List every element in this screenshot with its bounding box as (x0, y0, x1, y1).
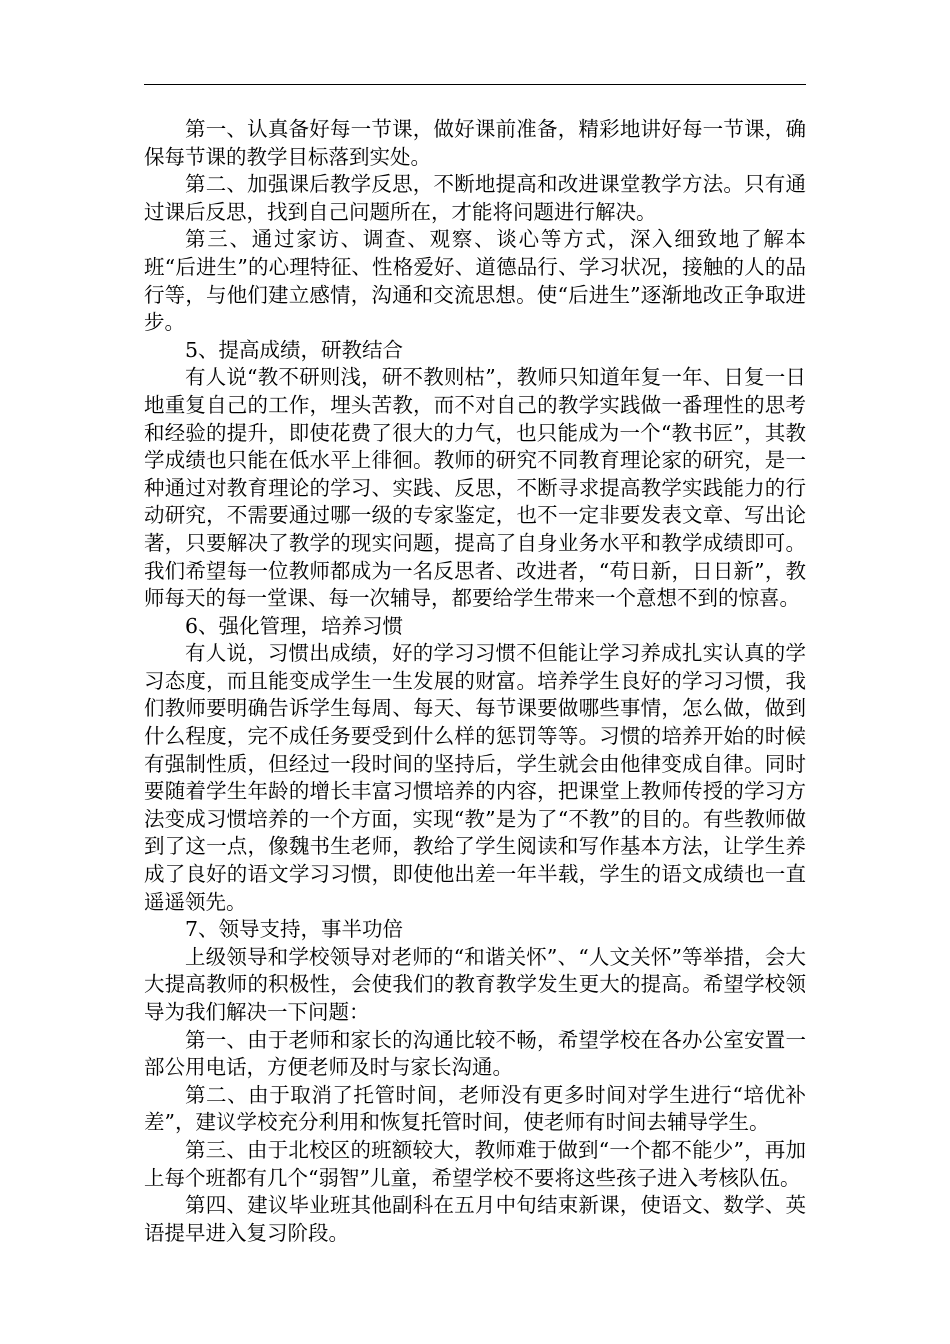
paragraph-research: 有人说“教不研则浅，研不教则枯”，教师只知道年复一年、日复一日地重复自己的工作，埋头苦教，而不对自己的教学实践做一番理性的思考和经验的提升，即使花费了很大的力气，也只能成为一个“教书匠”，其教学成绩也只能在低水平上徘徊。教师的研究不同教育理论家的研究，是一种通过对教育理论的学习、实践、反思，不断寻求提高教学实践能力的行动研究，不需要通过哪一级的专家鉴定，也不一定非要发表文章、写出论著，只要解决了教学的现实问题，提高了自身业务水平和教学成绩即可。我们希望每一位教师都成为一名反思者、改进者，“苟日新，日日新”，教师每天的每一堂课、每一次辅导，都要给学生带来一个意想不到的惊喜。 (144, 365, 806, 611)
section-heading-5: 5、提高成绩，研教结合 (185, 337, 404, 362)
paragraph-item-3: 第三、通过家访、调查、观察、谈心等方式，深入细致地了解本班“后进生”的心理特征、性格爱好、道德品行、学习状况，接触的人的品行等，与他们建立感情，沟通和交流思想。使“后进生”逐渐地改正争取进步。 (144, 227, 806, 335)
section-heading-7: 7、领导支持，事半功倍 (185, 917, 404, 942)
paragraph-item-2: 第二、加强课后教学反思，不断地提高和改进课堂教学方法。只有通过课后反思，找到自己问题所在，才能将问题进行解决。 (144, 172, 806, 224)
paragraph-leadership: 上级领导和学校领导对老师的“和谐关怀”、“人文关怀”等举措，会大大提高教师的积极性，会使我们的教育教学发生更大的提高。希望学校领导为我们解决一下问题： (144, 944, 806, 1024)
request-item-4: 第四、建议毕业班其他副科在五月中旬结束新课，使语文、数学、英语提早进入复习阶段。 (144, 1193, 806, 1245)
paragraph-item-1: 第一、认真备好每一节课，做好课前准备，精彩地讲好每一节课，确保每节课的教学目标落到实处。 (144, 117, 806, 169)
paragraph-habits: 有人说，习惯出成绩，好的学习习惯不但能让学习养成扎实认真的学习态度，而且能变成学生一生发展的财富。培养学生良好的学习习惯，我们教师要明确告诉学生每周、每天、每节课要做哪些事情，怎么做，做到什么程度，完不成任务要受到什么样的惩罚等等。习惯的培养开始的时候有强制性质，但经过一段时间的坚持后，学生就会由他律变成自律。同时要随着学生年龄的增长丰富习惯培养的内容，把课堂上教师传授的学习方法变成习惯培养的一个方面，实现“教”是为了“不教”的目的。有些教师做到了这一点，像魏书生老师，教给了学生阅读和写作基本方法，让学生养成了良好的语文学习习惯，即使他出差一年半载，学生的语文成绩也一直遥遥领先。 (144, 641, 806, 914)
request-item-2: 第二、由于取消了托管时间，老师没有更多时间对学生进行“培优补差”，建议学校充分利用和恢复托管时间，使老师有时间去辅导学生。 (144, 1082, 806, 1135)
request-item-3: 第三、由于北校区的班额较大，教师难于做到“一个都不能少”，再加上每个班都有几个“弱智”儿童，希望学校不要将这些孩子进入考核队伍。 (144, 1137, 806, 1190)
header-rule (144, 84, 806, 85)
section-heading-6: 6、强化管理，培养习惯 (185, 613, 404, 638)
request-item-1: 第一、由于老师和家长的沟通比较不畅，希望学校在各办公室安置一部公用电话，方便老师及时与家长沟通。 (144, 1027, 806, 1080)
document-body (144, 116, 806, 1247)
